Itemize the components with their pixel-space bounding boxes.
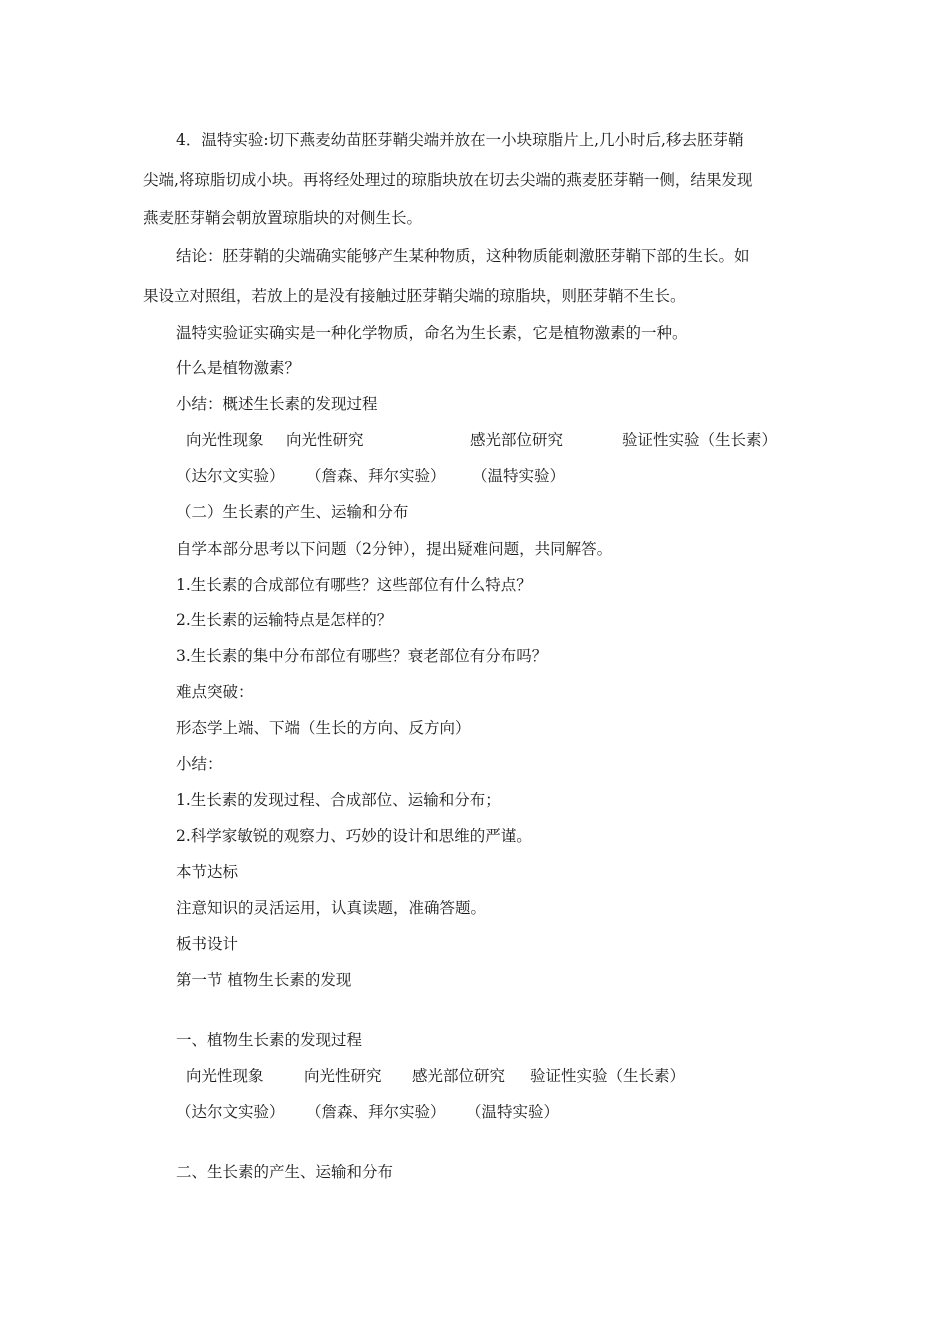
went-experiment-line-3: 燕麦胚芽鞘会朝放置琼脂块的对侧生长。 (143, 209, 423, 227)
board-sensing-site: 感光部位研究 (412, 1067, 506, 1085)
conclusion-line-1: 结论：胚芽鞘的尖端确实能够产生某种物质，这种物质能刺激胚芽鞘下部的生长。如 (176, 247, 750, 265)
board-phototropism-research: 向光性研究 (304, 1067, 382, 1085)
went-experiment-line-1: 4．温特实验:切下燕麦幼苗胚芽鞘尖端并放在一小块琼脂片上,几小时后,移去胚芽鞘 (176, 131, 744, 149)
summary-went: （温特实验） (472, 467, 566, 485)
target-title: 本节达标 (176, 863, 239, 881)
target-text: 注意知识的灵活运用，认真读题，准确答题。 (176, 899, 487, 917)
board-row-1 (186, 1066, 685, 1086)
difficulty-heading: 难点突破： (176, 683, 254, 701)
question-1: 1.生长素的合成部位有哪些？这些部位有什么特点？ (176, 576, 532, 594)
board-part-2: 二、生长素的产生、运输和分布 (176, 1163, 394, 1181)
summary-sensing-site: 感光部位研究 (470, 431, 564, 449)
board-part-1: 一、植物生长素的发现过程 (176, 1031, 363, 1049)
summary-phototropism: 向光性现象 (186, 431, 264, 449)
what-is-plant-hormone: 什么是植物激素？ (176, 359, 301, 377)
morphology-text: 形态学上端、下端（生长的方向、反方向） (176, 719, 471, 737)
went-proof-text: 温特实验证实确实是一种化学物质，命名为生长素，它是植物激素的一种。 (176, 324, 688, 342)
question-3: 3.生长素的集中分布部位有哪些？衰老部位有分布吗？ (176, 647, 548, 665)
question-2: 2.生长素的运输特点是怎样的？ (176, 611, 393, 629)
board-row-2 (176, 1102, 559, 1122)
section-2-summary-2: 2.科学家敏锐的观察力、巧妙的设计和思维的严谨。 (176, 827, 532, 845)
section-2-summary-title: 小结： (176, 755, 223, 773)
board-design-title: 板书设计 (176, 935, 239, 953)
conclusion-line-2: 果设立对照组，若放上的是没有接触过胚芽鞘尖端的琼脂块，则胚芽鞘不生长。 (143, 287, 686, 305)
board-darwin: （达尔文实验） (176, 1103, 285, 1121)
summary-row-1 (186, 430, 777, 450)
board-verification: 验证性实验（生长素） (530, 1067, 686, 1085)
summary-phototropism-research: 向光性研究 (286, 431, 364, 449)
summary-jensen-paal: （詹森、拜尔实验） (306, 467, 446, 485)
went-experiment-line-2: 尖端,将琼脂切成小块。再将经处理过的琼脂块放在切去尖端的燕麦胚芽鞘一侧，结果发现 (143, 171, 753, 189)
self-study-text: 自学本部分思考以下问题（2分钟），提出疑难问题，共同解答。 (176, 540, 613, 558)
summary-row-2 (176, 466, 565, 486)
board-went: （温特实验） (466, 1103, 560, 1121)
board-phototropism: 向光性现象 (186, 1067, 264, 1085)
summary-verification: 验证性实验（生长素） (622, 431, 778, 449)
section-2-heading: （二）生长素的产生、运输和分布 (176, 503, 409, 521)
board-jensen-paal: （詹森、拜尔实验） (306, 1103, 446, 1121)
board-section-title: 第一节 植物生长素的发现 (176, 971, 352, 989)
summary-title: 小结：概述生长素的发现过程 (176, 395, 378, 413)
summary-darwin: （达尔文实验） (176, 467, 285, 485)
section-2-summary-1: 1.生长素的发现过程、合成部位、运输和分布； (176, 791, 501, 809)
